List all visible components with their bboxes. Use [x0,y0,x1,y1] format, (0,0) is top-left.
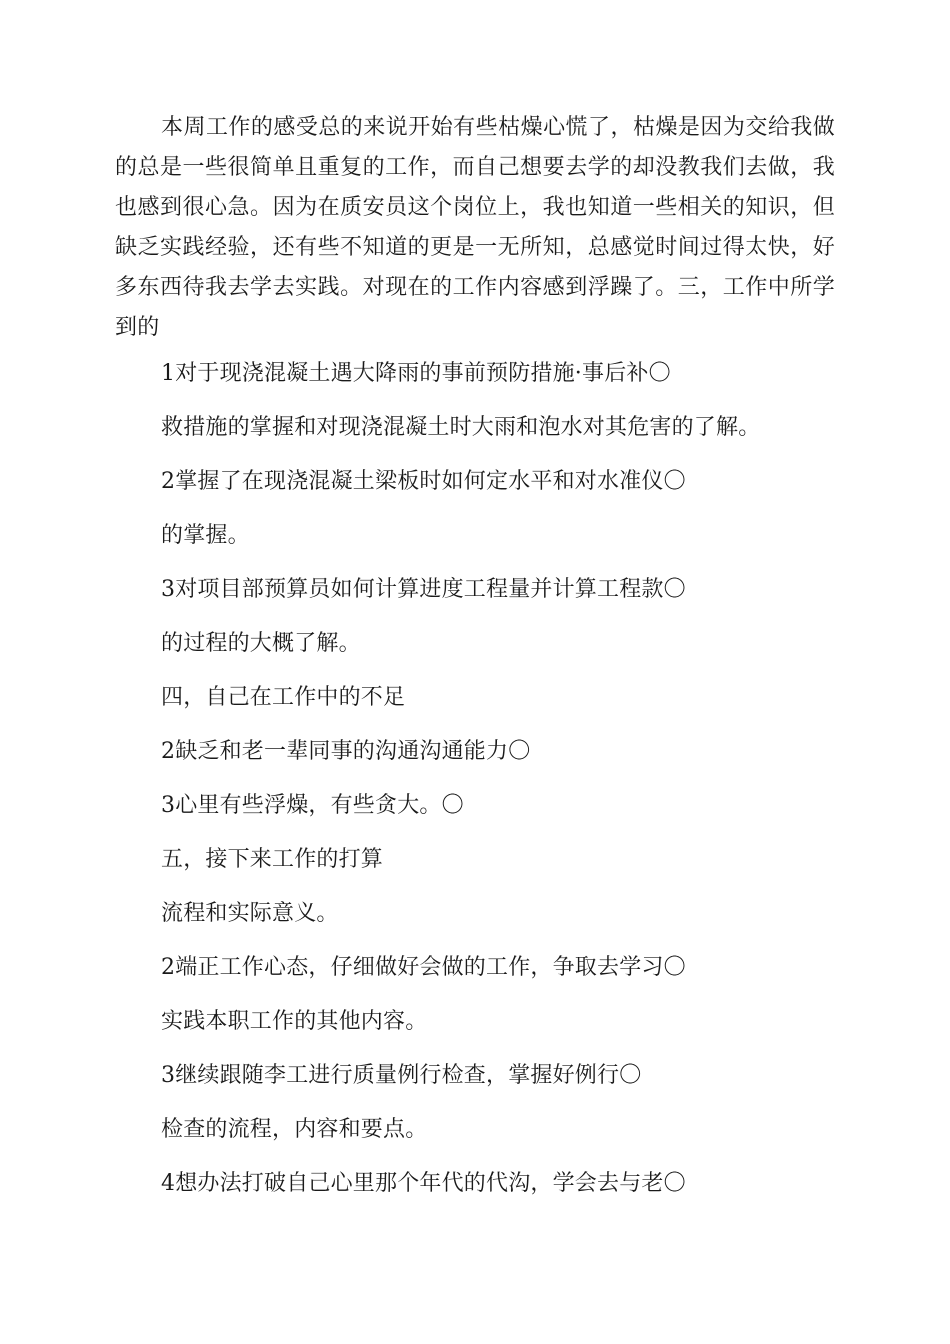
list-line-1: 1对于现浇混凝土遇大降雨的事前预防措施·事后补〇 [161,361,671,386]
list-line-13: 检查的流程，内容和要点。 [161,1117,428,1142]
list-line-7: 2缺乏和老一辈同事的沟通沟通能力〇 [161,739,531,764]
list-line-14: 4想办法打破自己心里那个年代的代沟，学会去与老〇 [161,1171,686,1196]
section-heading-5: 五，接下来工作的打算 [161,847,384,872]
list-line-5: 3对项目部预算员如何计算进度工程量并计算工程款〇 [161,577,686,602]
list-line-2: 救措施的掌握和对现浇混凝土时大雨和泡水对其危害的了解。 [161,415,761,440]
list-line-4: 的掌握。 [161,523,250,548]
intro-paragraph: 本周工作的感受总的来说开始有些枯燥心慌了，枯燥是因为交给我做的总是一些很简单且重复的工作，而自己想要去学的却没教我们去做，我也感到很心急。因为在质安员这个岗位上，我也知道一些相关的知识，但缺乏实践经验，还有些不知道的更是一无所知，总感觉时间过得太快，好多东西待我去学去实践。对现在的工作内容感到浮躁了。三，工作中所学到的 [115,115,835,340]
list-line-10: 2端正工作心态，仔细做好会做的工作，争取去学习〇 [161,955,686,980]
list-line-9: 流程和实际意义。 [161,901,339,926]
list-line-12: 3继续跟随李工进行质量例行检查，掌握好例行〇 [161,1063,642,1088]
list-line-3: 2掌握了在现浇混凝土梁板时如何定水平和对水准仪〇 [161,469,686,494]
list-line-11: 实践本职工作的其他内容。 [161,1009,428,1034]
section-heading-4: 四，自己在工作中的不足 [161,685,406,710]
list-line-6: 的过程的大概了解。 [161,631,361,656]
list-line-8: 3心里有些浮燥，有些贪大。〇 [161,793,464,818]
